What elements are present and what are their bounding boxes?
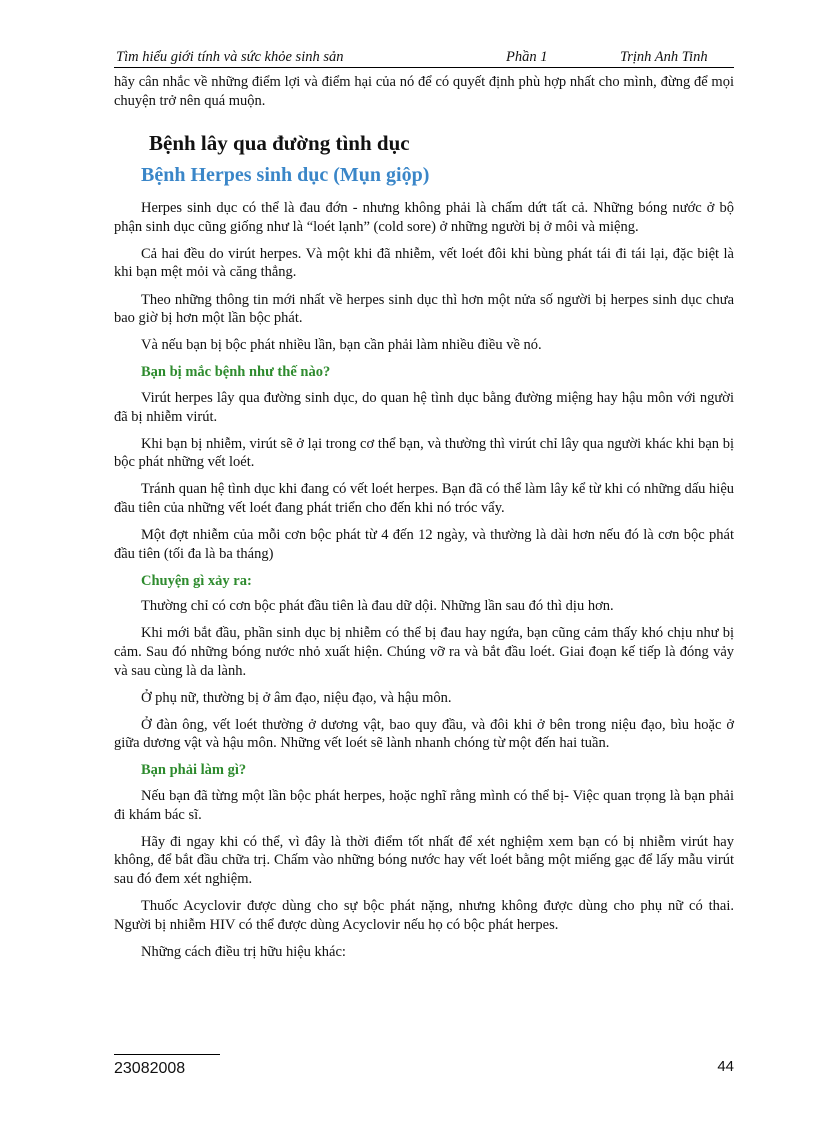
paragraph: Ở đàn ông, vết loét thường ở dương vật, bao quy đầu, và đôi khi ở bên trong niệu đạo, bìu hoặc ở giữa dương vật và hậu môn. Những vết loét sẽ lành nhanh chóng từ một đến hai tuần. [114,716,734,752]
subheading-what-happens: Chuyện gì xảy ra: [141,572,252,589]
paragraph: Và nếu bạn bị bộc phát nhiều lần, bạn cần phải làm nhiều điều về nó. [141,337,542,354]
page-number: 44 [717,1058,734,1075]
paragraph: Thuốc Acyclovir được dùng cho sự bộc phát nặng, nhưng không được dùng cho phụ nữ có thai. Người bị nhiễm HIV có thể được dùng Acyclovir nếu họ có bộc phát herpes. [114,898,734,933]
section-title: Bệnh lây qua đường tình dục [149,131,410,156]
footer-date: 23082008 [114,1060,186,1077]
paragraph: Một đợt nhiễm của mỗi cơn bộc phát từ 4 đến 12 ngày, và thường là dài hơn nếu đó là cơn bộc phát đầu tiên (tối đa là ba tháng) [114,527,734,562]
subheading-how-infected: Bạn bị mắc bệnh như thế nào? [141,364,331,381]
paragraph: Những cách điều trị hữu hiệu khác: [141,943,346,960]
subheading-what-to-do: Bạn phải làm gì? [141,762,247,779]
paragraph: Theo những thông tin mới nhất về herpes sinh dục thì hơn một nửa số người bị herpes sinh dục chưa bao giờ bị hơn một lần bộc phát. [114,291,734,327]
paragraph: Ở phụ nữ, thường bị ở âm đạo, niệu đạo, và hậu môn. [141,689,452,706]
paragraph: Hãy đi ngay khi có thể, vì đây là thời điểm tốt nhất để xét nghiệm xem bạn có bị nhiễm virút hay không, để bắt đầu chữa trị. Chấm vào những bóng nước hay vết loét bằng một miếng gạc để lấy mẫu virút sau đó đem xét nghiệm. [114,833,734,887]
paragraph: Virút herpes lây qua đường sinh dục, do quan hệ tình dục bằng đường miệng hay hậu môn với người đã bị nhiễm virút. [114,389,734,425]
disease-title: Bệnh Herpes sinh dục (Mụn giộp) [141,164,430,187]
intro-paragraph: hãy cân nhắc về những điểm lợi và điểm hại của nó để có quyết định phù hợp nhất cho mình, đừng để mọi chuyện trở nên quá muộn. [114,74,734,109]
paragraph: Nếu bạn đã từng một lần bộc phát herpes, hoặc nghĩ rằng mình có thể bị- Việc quan trọng là bạn phải đi khám bác sĩ. [114,788,734,823]
paragraph: Khi bạn bị nhiễm, virút sẽ ở lại trong cơ thể bạn, và thường thì virút chỉ lây qua người khác khi bạn bị bộc phát những vết loét. [114,435,734,471]
paragraph: Thường chỉ có cơn bộc phát đầu tiên là đau dữ dội. Những lần sau đó thì dịu hơn. [141,598,614,615]
paragraph: Tránh quan hệ tình dục khi đang có vết loét herpes. Bạn đã có thể làm lây kể từ khi có những dấu hiệu đầu tiên của những vết loét đang phát triển cho đến khi nó tróc vẩy. [114,481,734,516]
footer-divider [114,1054,220,1055]
paragraph: Cả hai đều do virút herpes. Và một khi đã nhiễm, vết loét đôi khi bùng phát tái đi tái lại, đặc biệt là khi bạn mệt mỏi và căng thẳng. [114,245,734,281]
header-title: Tìm hiểu giới tính và sức khỏe sinh sản [116,49,344,65]
page-content [114,73,734,970]
page-header [114,49,734,68]
header-author: Trịnh Anh Tinh [620,49,708,65]
header-part: Phần 1 [506,49,548,65]
paragraph: Herpes sinh dục có thể là đau đớn - nhưng không phải là chấm dứt tất cả. Những bóng nước ở bộ phận sinh dục cũng giống như là “loét lạnh” (cold sore) ở những người bị ở môi và miệng. [114,200,734,235]
paragraph: Khi mới bắt đầu, phần sinh dục bị nhiễm có thể bị đau hay ngứa, bạn cũng cảm thấy khó chịu như bị cảm. Sau đó những bóng nước nhỏ xuất hiện. Chúng vỡ ra và bắt đầu loét. Giai đoạn kế tiếp là đóng vảy và sau cùng là da lành. [114,625,734,679]
